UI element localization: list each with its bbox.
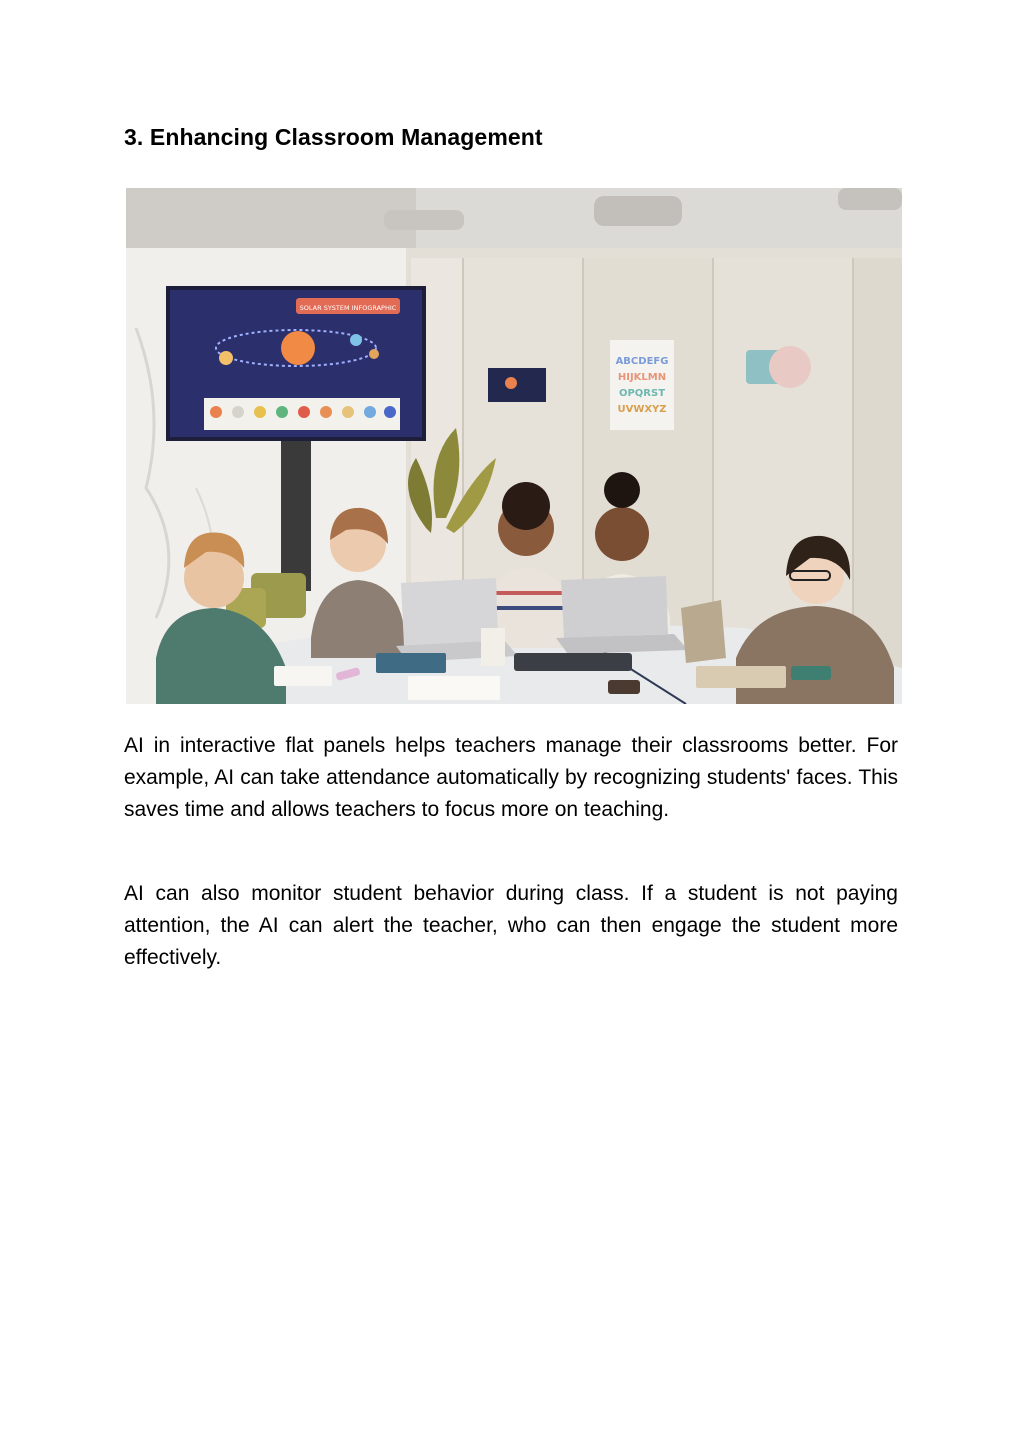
section-heading: 3. Enhancing Classroom Management: [124, 124, 543, 150]
alphabet-poster-line-2: HIJKLMN: [617, 372, 667, 383]
classroom-photo: [126, 188, 902, 704]
screen-title: SOLAR SYSTEM INFOGRAPHIC: [299, 304, 397, 312]
alphabet-poster-line-4: UVWXYZ: [617, 404, 667, 415]
alphabet-poster-line-3: OPQRST: [618, 388, 666, 399]
alphabet-poster-line-1: ABCDEFG: [615, 356, 669, 367]
paragraph-attendance: AI in interactive flat panels helps teachers manage their classrooms better. For example, AI can take attendance automatically by recognizing students' faces. This saves time and allows teachers to focus more on teaching.: [124, 734, 898, 821]
paragraph-behavior: AI can also monitor student behavior during class. If a student is not paying attention, the AI can alert the teacher, who can then engage the student more effectively.: [124, 882, 898, 969]
